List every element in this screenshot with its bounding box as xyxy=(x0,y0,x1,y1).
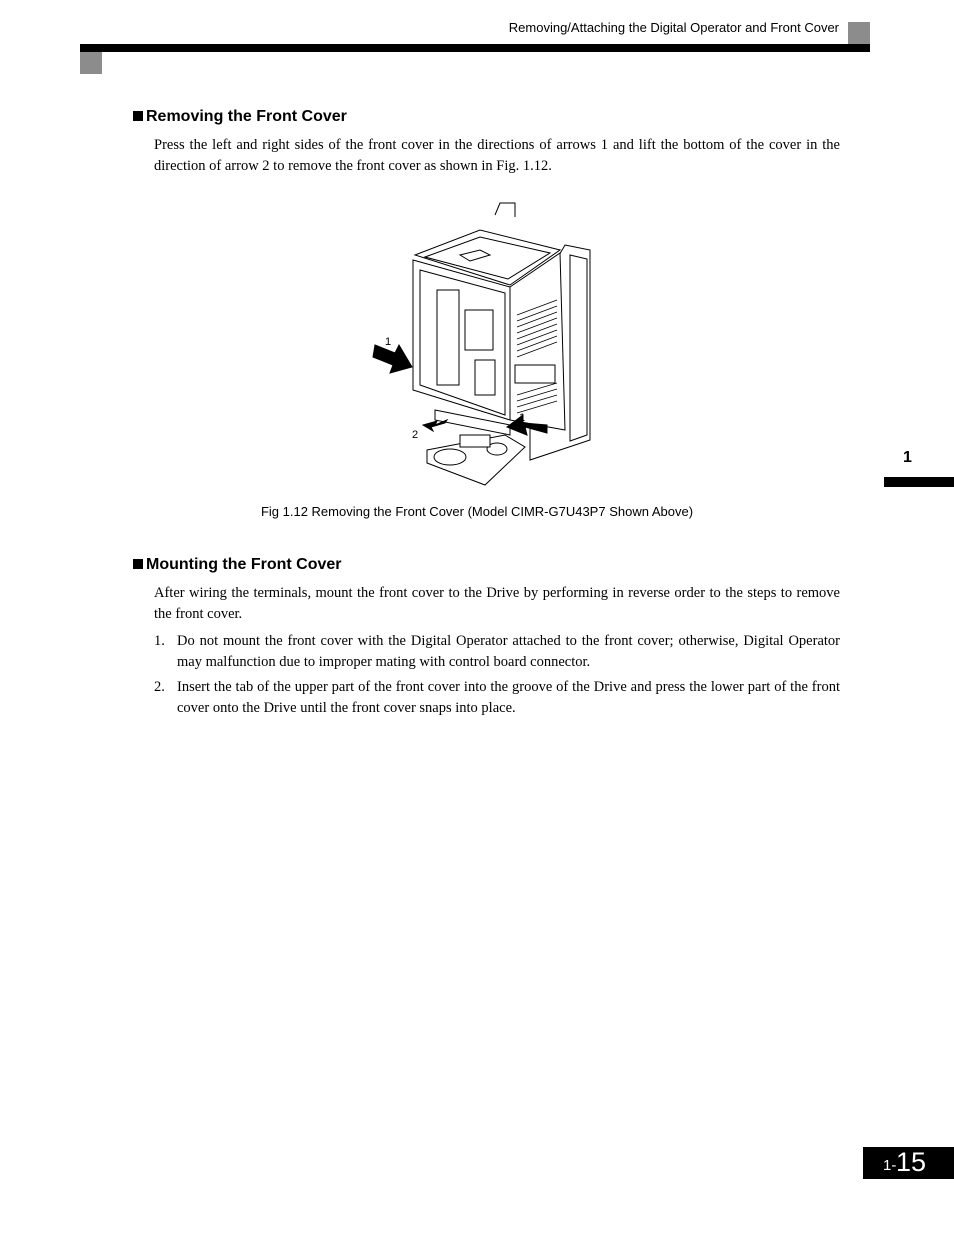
arrow-label-2: 2 xyxy=(412,429,419,441)
figure-caption: Fig 1.12 Removing the Front Cover (Model CIMR-G7U43P7 Shown Above) xyxy=(260,504,694,519)
chapter-tab-number: 1 xyxy=(903,449,912,466)
section-heading-removing xyxy=(133,108,347,126)
list-item xyxy=(154,677,840,719)
page-number: 15 xyxy=(896,1147,927,1177)
chapter-tab-bar xyxy=(884,477,954,487)
square-bullet-icon xyxy=(133,559,143,569)
section-heading-text: Mounting the Front Cover xyxy=(146,556,342,573)
header-gray-square xyxy=(848,22,870,44)
list-text: Insert the tab of the upper part of the front cover into the groove of the Drive and press the lower part of the front cover onto the Drive until the front cover snaps into place. xyxy=(177,679,840,716)
list-item xyxy=(154,631,840,673)
arrow-label-1-right: 1 xyxy=(519,412,526,424)
page-number-box xyxy=(863,1147,954,1179)
list-number: 2. xyxy=(154,679,165,695)
front-cover-removal-figure xyxy=(365,195,605,495)
arrow-down-icon xyxy=(423,420,447,431)
list-number: 1. xyxy=(154,633,165,649)
header-gray-square-left xyxy=(80,52,102,74)
section-body-removing: Press the left and right sides of the front cover in the directions of arrows 1 and lift the bottom of the cover in the direction of arrow 2 to remove the front cover as shown in Fig. 1.12. xyxy=(154,137,840,174)
drive-illustration xyxy=(413,203,590,485)
arrow-left-icon xyxy=(373,345,412,373)
section-body-mounting: After wiring the terminals, mount the front cover to the Drive by performing in reverse order to the steps to remove the front cover. xyxy=(154,585,840,622)
arrow-label-1-left: 1 xyxy=(385,336,392,348)
section-heading-mounting xyxy=(133,556,342,574)
running-header: Removing/Attaching the Digital Operator and Front Cover xyxy=(508,20,839,35)
page-chapter-prefix: 1- xyxy=(883,1157,897,1174)
list-text: Do not mount the front cover with the Digital Operator attached to the front cover; otherwise, Digital Operator may malfunction due to improper mating with control board connector. xyxy=(177,633,840,670)
square-bullet-icon xyxy=(133,111,143,121)
header-rule xyxy=(80,44,870,52)
section-heading-text: Removing the Front Cover xyxy=(146,108,347,125)
